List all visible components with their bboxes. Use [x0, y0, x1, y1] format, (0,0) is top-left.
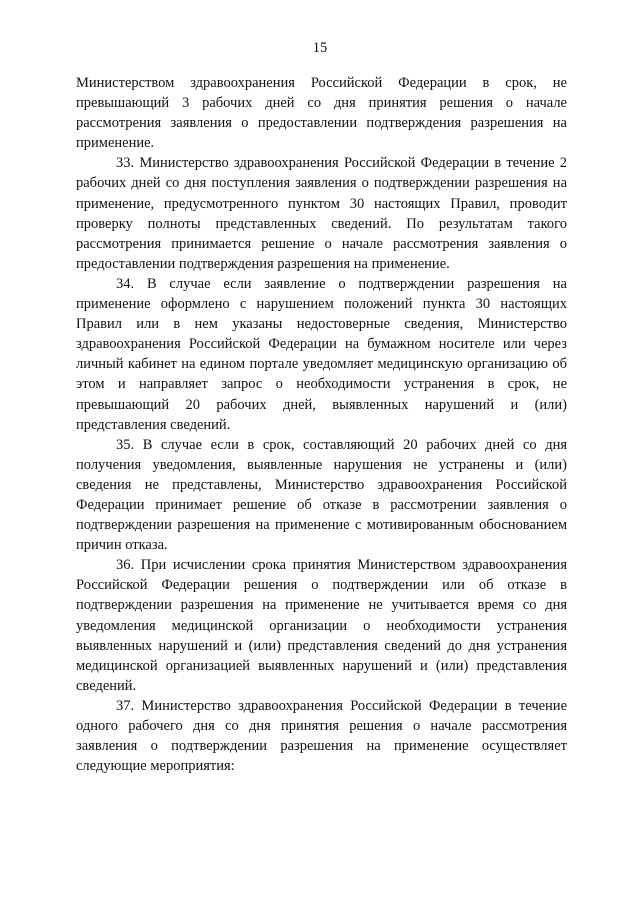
paragraph-continuation: Министерством здравоохранения Российской Федерации в срок, не превышающий 3 рабочих дней со дня принятия решения о начале рассмотрения заявления о предоставлении подтверждения разрешения на применение. — [76, 75, 567, 152]
paragraph-35: 35. В случае если в срок, составляющий 20 рабочих дней со дня получения уведомления, выявленные нарушения не устранены и (или) сведения не представлены, Министерство здравоохранения Российской Федерации принимает решение об отказе в рассмотрении заявления о подтверждении разрешения на применение с мотивированным обоснованием причин отказа. — [76, 436, 567, 554]
paragraph-34: 34. В случае если заявление о подтверждении разрешения на применение оформлено с нарушением положений пункта 30 настоящих Правил или в нем указаны недостоверные сведения, Министерство здравоохранения Российской Федерации на бумажном носителе или через личный кабинет на едином портале уведомляет медицинскую организацию об этом и направляет запрос о необходимости устранения в срок, не превышающий 20 рабочих дней, выявленных нарушений и (или) представления сведений. — [76, 275, 567, 433]
page-number: 15 — [312, 40, 328, 56]
paragraph-33: 33. Министерство здравоохранения Российской Федерации в течение 2 рабочих дней со дня поступления заявления о подтверждении разрешения на применение, предусмотренного пунктом 30 настоящих Правил, проводит проверку полноты представленных сведений. По результатам такого рассмотрения принимается решение о начале рассмотрения заявления о предоставлении подтверждения разрешения на применение. — [76, 155, 567, 272]
paragraph-37: 37. Министерство здравоохранения Российской Федерации в течение одного рабочего дня со дня принятия решения о начале рассмотрения заявления о подтверждении разрешения на применение осуществляет следующие мероприятия: — [76, 697, 567, 775]
paragraph-36: 36. При исчислении срока принятия Министерством здравоохранения Российской Федерации решения о подтверждении или об отказе в подтверждении разрешения на применение не учитывается время со дня уведомления медицинской организации о необходимости устранения выявленных нарушений и (или) представления сведений до дня устранения медицинской организацией выявленных нарушений и (или) представления сведений. — [76, 557, 567, 694]
document-body — [76, 73, 567, 776]
